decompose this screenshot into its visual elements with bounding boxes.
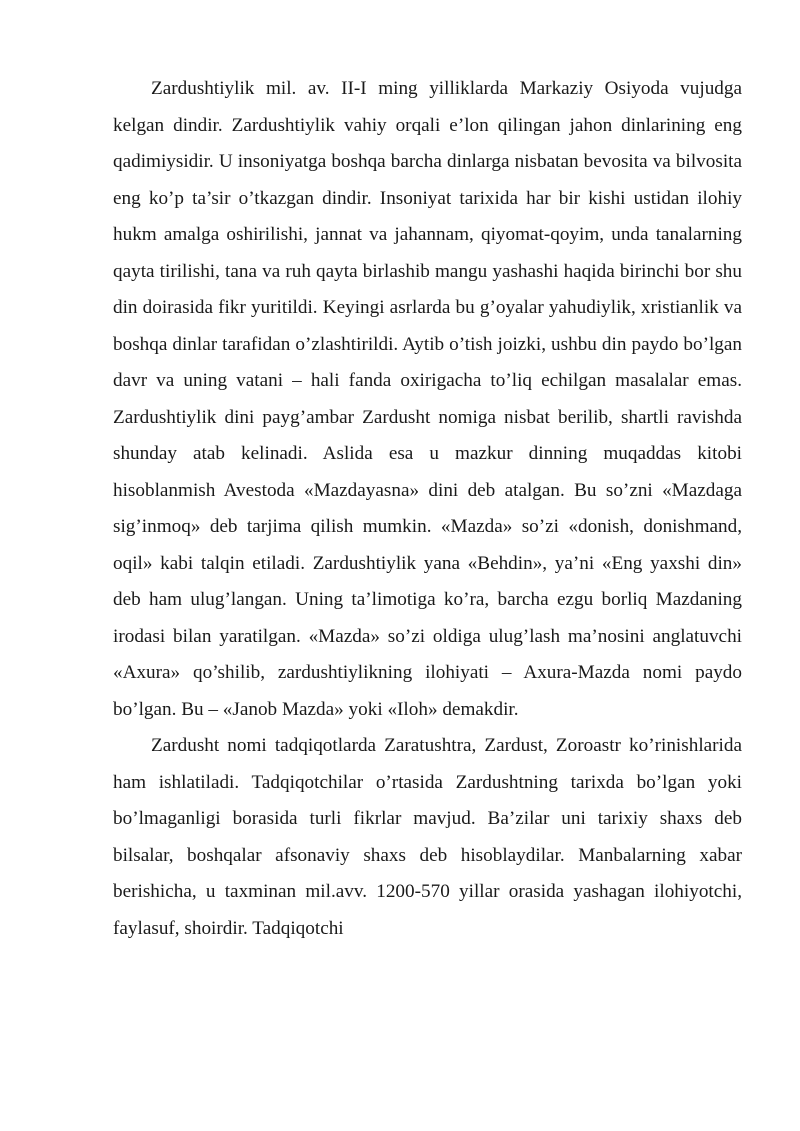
paragraph-zardushtiylik-intro: Zardushtiylik mil. av. II-I ming yilliklarda Markaziy Osiyoda vujudga kelgan dindir. Zardushtiylik vahiy orqali e’lon qilingan jahon dinlarining eng qadimiysidir. U insoniyatga boshqa barcha dinlarga nisbatan bevosita va bilvosita eng ko’p ta’sir o’tkazgan dindir. Insoniyat tarixida har bir kishi ustidan ilohiy hukm amalga oshirilishi, jannat va jahannam, qiyomat-qoyim, unda tanalarning qayta tirilishi, tana va ruh qayta birlashib mangu yashashi haqida birinchi bor shu din doirasida fikr yuritildi. Keyingi asrlarda bu g’oyalar yahudiylik, xristianlik va boshqa dinlar tarafidan o’zlashtirildi. Aytib o’tish joizki, ushbu din paydo bo’lgan davr va uning vatani – hali fanda oxirigacha to’liq echilgan masalalar emas. Zardushtiylik dini payg’ambar Zardusht nomiga nisbat berilib, shartli ravishda shunday atab kelinadi. Aslida esa u mazkur dinning muqaddas kitobi hisoblanmish Avestoda «Mazdayasna» dini deb atalgan. Bu so’zni «Mazdaga sig’inmoq» deb tarjima qilish mumkin. «Mazda» so’zi «donish, donishmand, oqil» kabi talqin etiladi. Zardushtiylik yana «Behdin», ya’ni «Eng yaxshi din» deb ham ulug’langan. Uning ta’limotiga ko’ra, barcha ezgu borliq Mazdaning irodasi bilan yaratilgan. «Mazda» so’zi oldiga ulug’lash ma’nosini anglatuvchi «Axura» qo’shilib, zardushtiylikning ilohiyati – Axura-Mazda nomi paydo bo’lgan. Bu – «Janob Mazda» yoki «Iloh» demakdir. [113,78,742,720]
document-body [113,71,742,947]
paragraph-zardusht-name: Zardusht nomi tadqiqotlarda Zaratushtra, Zardust, Zoroastr ko’rinishlarida ham ishlatiladi. Tadqiqotchilar o’rtasida Zardushtning tarixda bo’lgan yoki bo’lmaganligi borasida turli fikrlar mavjud. Ba’zilar uni tarixiy shaxs deb bilsalar, boshqalar afsonaviy shaxs deb hisoblaydilar. Manbalarning xabar berishicha, u taxminan mil.avv. 1200-570 yillar orasida yashagan ilohiyotchi, faylasuf, shoirdir. Tadqiqotchi [113,735,742,939]
